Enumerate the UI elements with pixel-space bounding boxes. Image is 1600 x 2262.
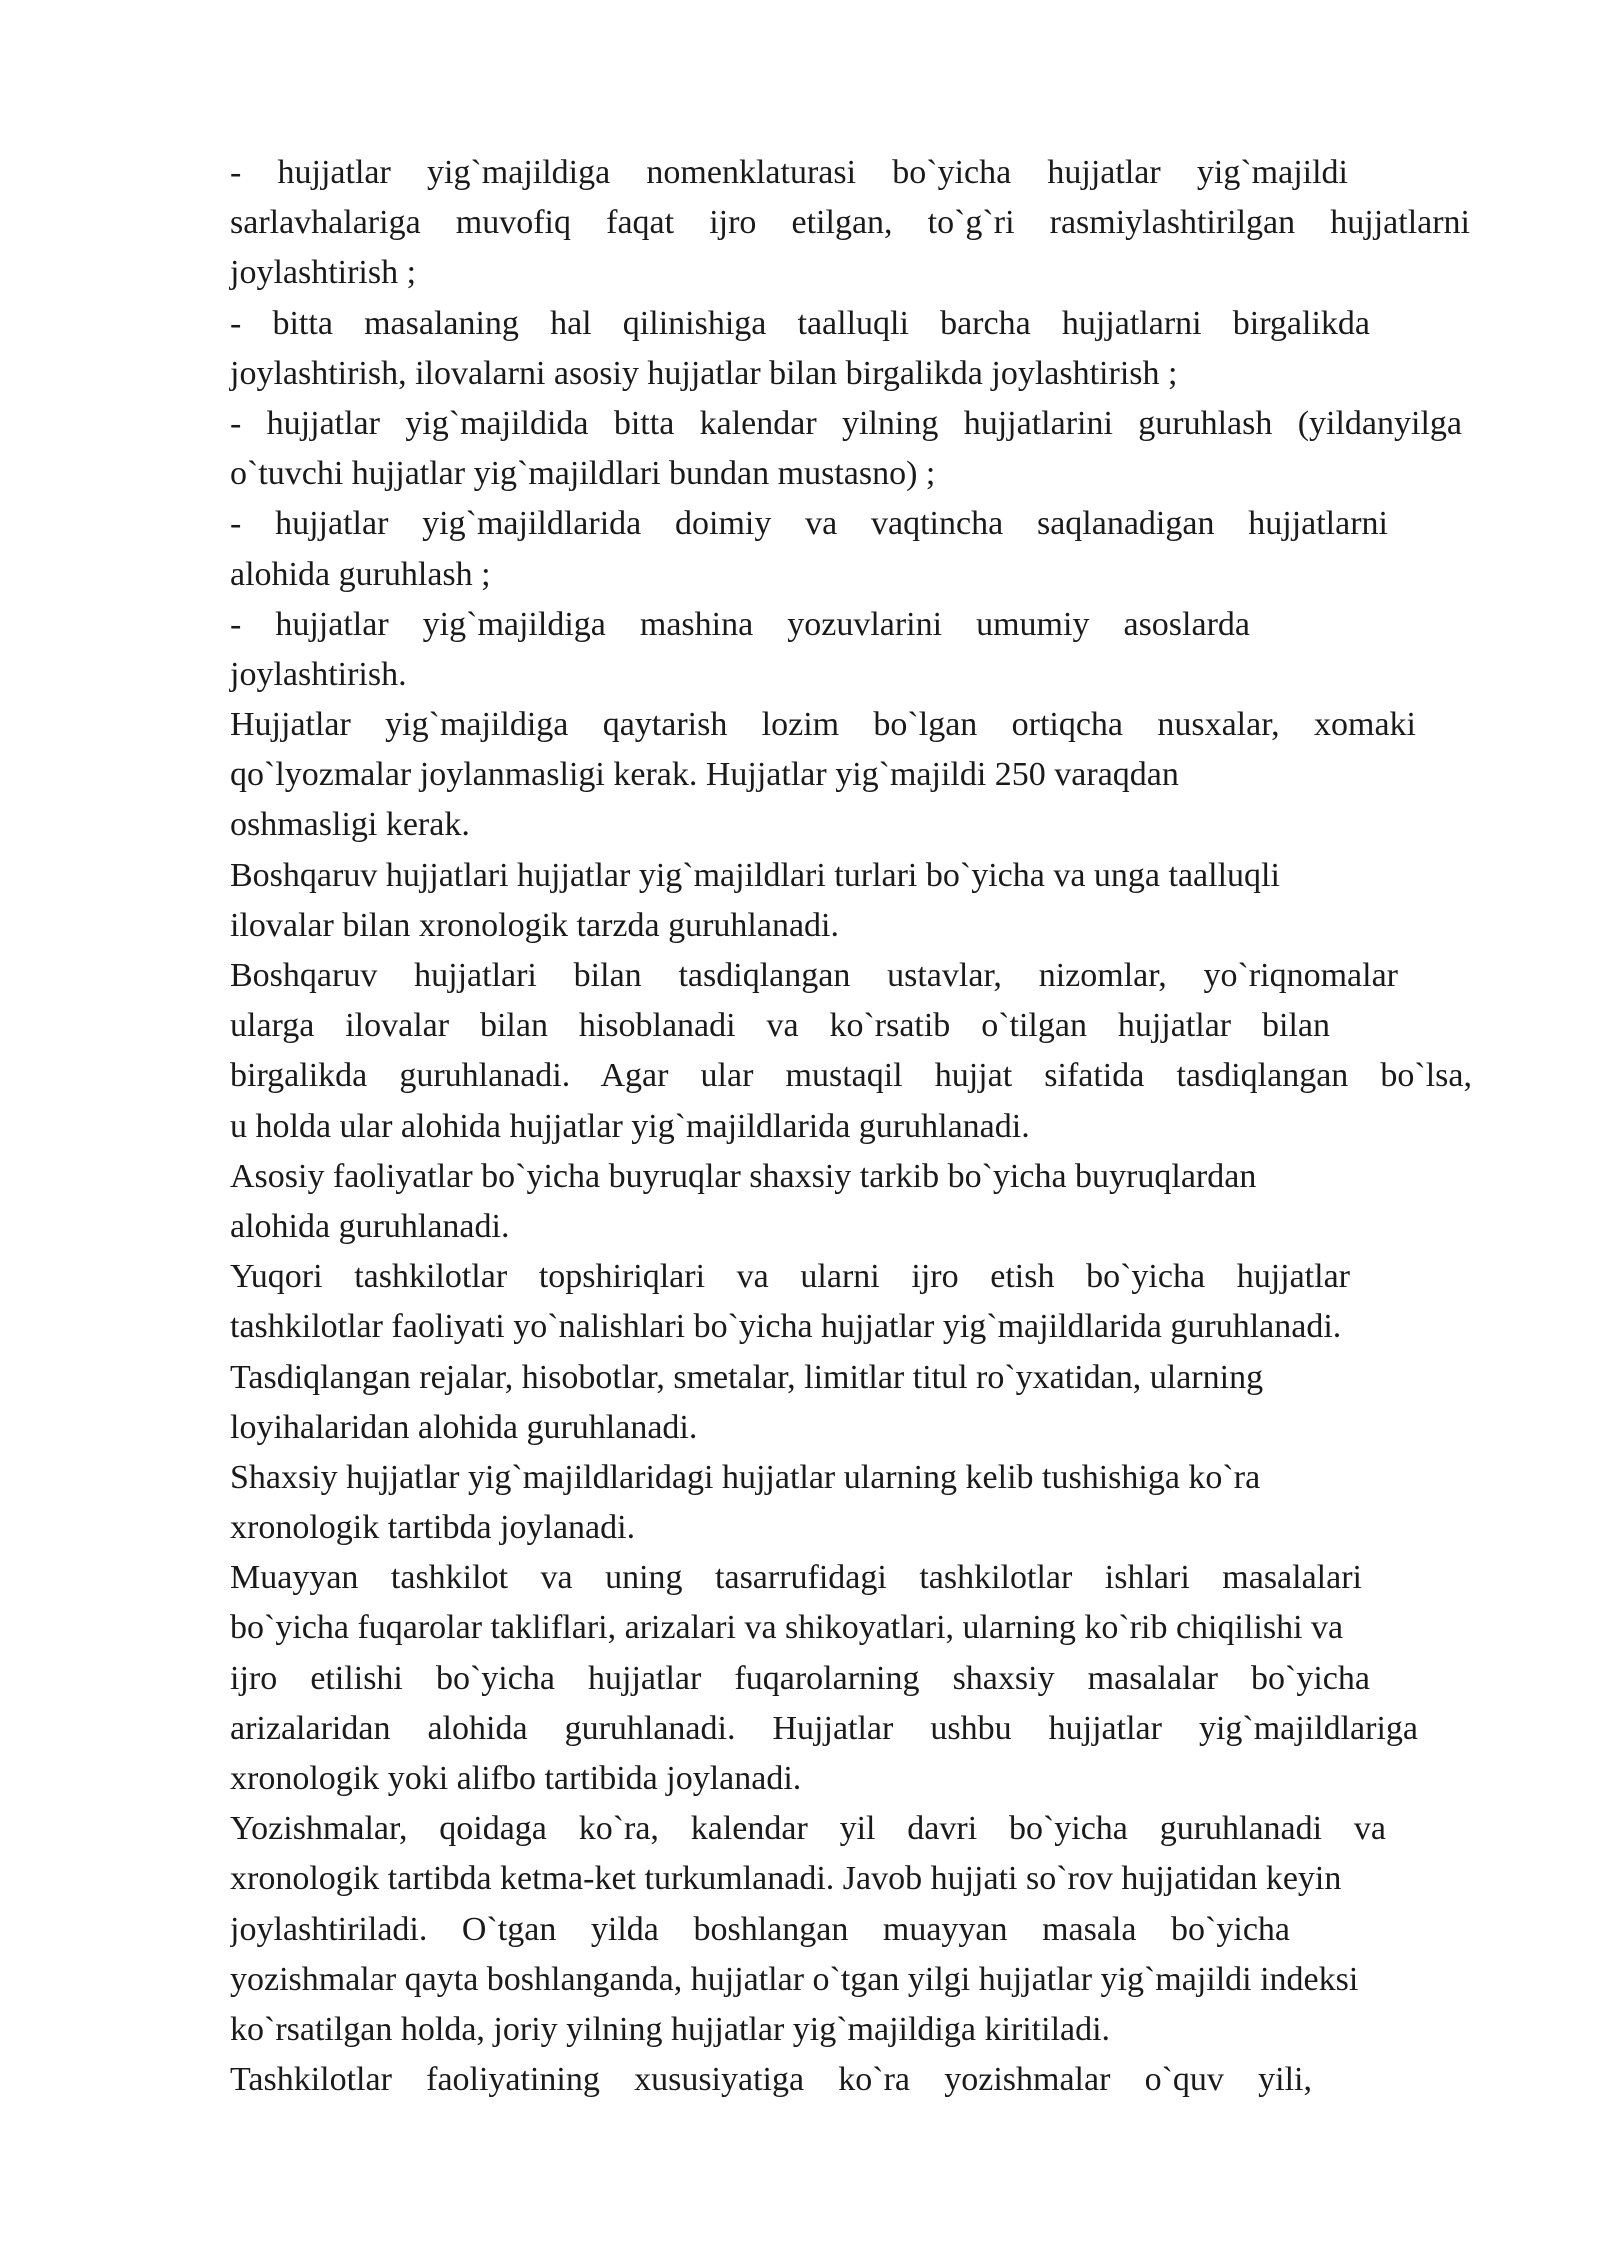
text-line: sarlavhalariga muvofiq faqat ijro etilgan, to`g`ri rasmiylashtirilgan hujjatlarni <box>230 204 1470 242</box>
text-line: yozishmalar qayta boshlanganda, hujjatlar o`tgan yilgi hujjatlar yig`majildi indeksi <box>230 1960 1359 1998</box>
text-line: - hujjatlar yig`majildiga mashina yozuvlarini umumiy asoslarda <box>230 605 1250 643</box>
text-line: joylashtirish, ilovalarni asosiy hujjatlar bilan birgalikda joylashtirish ; <box>230 354 1178 392</box>
text-line: ijro etilishi bo`yicha hujjatlar fuqarolarning shaxsiy masalalar bo`yicha <box>230 1659 1370 1697</box>
text-line: Muayyan tashkilot va uning tasarrufidagi tashkilotlar ishlari masalalari <box>230 1559 1362 1597</box>
text-line: arizalaridan alohida guruhlanadi. Hujjatlar ushbu hujjatlar yig`majildlariga <box>230 1709 1418 1747</box>
text-line: xronologik tartibda ketma-ket turkumlanadi. Javob hujjati so`rov hujjatidan keyin <box>230 1860 1342 1898</box>
text-line: - bitta masalaning hal qilinishiga taalluqli barcha hujjatlarni birgalikda <box>230 304 1370 342</box>
document-body <box>230 148 1500 2105</box>
text-line: - hujjatlar yig`majildlarida doimiy va vaqtincha saqlanadigan hujjatlarni <box>230 505 1388 543</box>
text-line: joylashtiriladi. O`tgan yilda boshlangan muayyan masala bo`yicha <box>230 1910 1290 1948</box>
text-line: Tasdiqlangan rejalar, hisobotlar, smetalar, limitlar titul ro`yxatidan, ularning <box>230 1358 1264 1396</box>
text-line: tashkilotlar faoliyati yo`nalishlari bo`yicha hujjatlar yig`majildlarida guruhlanadi. <box>230 1308 1342 1346</box>
text-line: Yuqori tashkilotlar topshiriqlari va ularni ijro etish bo`yicha hujjatlar <box>230 1258 1350 1296</box>
text-line: xronologik tartibda joylanadi. <box>230 1509 636 1547</box>
text-line: ko`rsatilgan holda, joriy yilning hujjatlar yig`majildiga kiritiladi. <box>230 2010 1111 2048</box>
text-line: Shaxsiy hujjatlar yig`majildlaridagi hujjatlar ularning kelib tushishiga ko`ra <box>230 1458 1261 1496</box>
text-line: oshmasligi kerak. <box>230 806 470 844</box>
text-line: o`tuvchi hujjatlar yig`majildlari bundan mustasno) ; <box>230 455 936 493</box>
text-line: qo`lyozmalar joylanmasligi kerak. Hujjatlar yig`majildi 250 varaqdan <box>230 756 1179 794</box>
text-line: ularga ilovalar bilan hisoblanadi va ko`rsatib o`tilgan hujjatlar bilan <box>230 1007 1330 1045</box>
text-line: ilovalar bilan xronologik tarzda guruhlanadi. <box>230 906 839 944</box>
text-line: - hujjatlar yig`majildiga nomenklaturasi bo`yicha hujjatlar yig`majildi <box>230 154 1348 191</box>
text-line: loyihalaridan alohida guruhlanadi. <box>230 1408 698 1446</box>
text-line: birgalikda guruhlanadi. Agar ular mustaqil hujjat sifatida tasdiqlangan bo`lsa, <box>230 1057 1472 1095</box>
text-line: joylashtirish. <box>230 655 407 693</box>
text-line: Hujjatlar yig`majildiga qaytarish lozim bo`lgan ortiqcha nusxalar, xomaki <box>230 706 1416 744</box>
text-line: Yozishmalar, qoidaga ko`ra, kalendar yil davri bo`yicha guruhlanadi va <box>230 1810 1386 1848</box>
text-line: alohida guruhlash ; <box>230 555 491 593</box>
text-line: Asosiy faoliyatlar bo`yicha buyruqlar shaxsiy tarkib bo`yicha buyruqlardan <box>230 1157 1257 1195</box>
text-line: bo`yicha fuqarolar takliflari, arizalari va shikoyatlari, ularning ko`rib chiqilishi va <box>230 1609 1344 1647</box>
text-line: joylashtirish ; <box>230 254 417 292</box>
text-line: alohida guruhlanadi. <box>230 1207 510 1245</box>
text-line: u holda ular alohida hujjatlar yig`majildlarida guruhlanadi. <box>230 1107 1030 1145</box>
text-line: Boshqaruv hujjatlari hujjatlar yig`majildlari turlari bo`yicha va unga taalluqli <box>230 856 1280 894</box>
text-line: Boshqaruv hujjatlari bilan tasdiqlangan ustavlar, nizomlar, yo`riqnomalar <box>230 957 1398 994</box>
text-line: Tashkilotlar faoliyatining xususiyatiga ko`ra yozishmalar o`quv yili, <box>230 2061 1312 2099</box>
text-line: - hujjatlar yig`majildida bitta kalendar yilning hujjatlarini guruhlash (yildanyilga <box>230 404 1462 442</box>
text-line: xronologik yoki alifbo tartibida joylanadi. <box>230 1760 802 1797</box>
